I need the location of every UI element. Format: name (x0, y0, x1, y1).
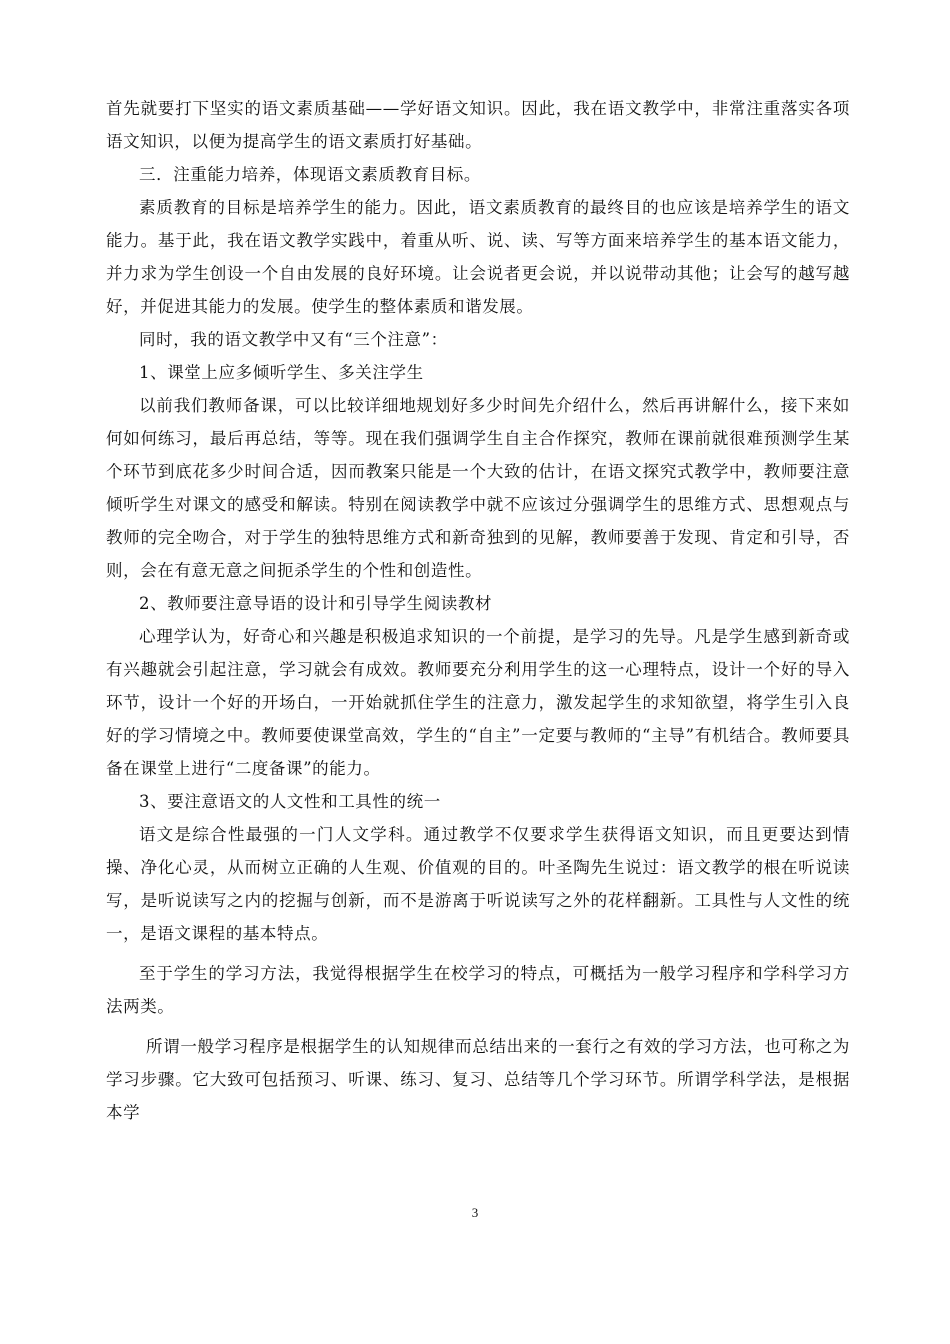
paragraph-ability-training: 素质教育的目标是培养学生的能力。因此，语文素质教育的最终目的也应该是培养学生的语文能力。基于此，我在语文教学实践中，着重从听、说、读、写等方面来培养学生的基本语文能力，并力求为学生创设一个自由发展的良好环境。让会说者更会说，并以说带动其他；让会写的越写越好，并促进其能力的发展。使学生的整体素质和谐发展。 (106, 198, 850, 316)
paragraph-listening: 以前我们教师备课，可以比较详细地规划好多少时间先介绍什么，然后再讲解什么，接下来如何如何练习，最后再总结，等等。现在我们强调学生自主合作探究，教师在课前就很难预测学生某个环节到底花多少时间合适，因而教案只能是一个大致的估计，在语文探究式教学中，教师要注意倾听学生对课文的感受和解读。特别在阅读教学中就不应该过分强调学生的思维方式、思想观点与教师的完全吻合，对于学生的独特思维方式和新奇独到的见解，教师要善于发现、肯定和引导，否则，会在有意无意之间扼杀学生的个性和创造性。 (106, 396, 850, 580)
paragraph-learning-methods: 至于学生的学习方法，我觉得根据学生在校学习的特点，可概括为一般学习程序和学科学习方法两类。 (106, 964, 850, 1016)
subheading-2: 2、教师要注意导语的设计和引导学生阅读教材 (139, 594, 493, 613)
paragraph-three-notes-intro: 同时，我的语文教学中又有“三个注意”： (139, 330, 448, 349)
document-body (106, 92, 850, 1129)
subheading-1: 1、课堂上应多倾听学生、多关注学生 (139, 363, 424, 382)
page-number: 3 (471, 1205, 479, 1220)
subheading-3: 3、要注意语文的人文性和工具性的统一 (139, 792, 441, 811)
paragraph-continuation: 首先就要打下坚实的语文素质基础——学好语文知识。因此，我在语文教学中，非常注重落实各项语文知识，以便为提高学生的语文素质打好基础。 (106, 99, 850, 151)
paragraph-humanities: 语文是综合性最强的一门人文学科。通过教学不仅要求学生获得语文知识，而且更要达到情操、净化心灵，从而树立正确的人生观、价值观的目的。叶圣陶先生说过：语文教学的根在听说读写，是听说读写之内的挖掘与创新，而不是游离于听说读写之外的花样翻新。工具性与人文性的统一，是语文课程的基本特点。 (106, 825, 850, 943)
section-heading-three: 三．注重能力培养，体现语文素质教育目标。 (139, 165, 481, 184)
paragraph-guidance: 心理学认为，好奇心和兴趣是积极追求知识的一个前提，是学习的先导。凡是学生感到新奇或有兴趣就会引起注意，学习就会有成效。教师要充分利用学生的这一心理特点，设计一个好的导入环节，设计一个好的开场白，一开始就抓住学生的注意力，激发起学生的求知欲望，将学生引入良好的学习情境之中。教师要使课堂高效，学生的“自主”一定要与教师的“主导”有机结合。教师要具备在课堂上进行“二度备课”的能力。 (106, 627, 850, 778)
paragraph-general-procedure: 所谓一般学习程序是根据学生的认知规律而总结出来的一套行之有效的学习方法，也可称之为学习步骤。它大致可包括预习、听课、练习、复习、总结等几个学习环节。所谓学科学法，是根据本学 (106, 1037, 850, 1122)
